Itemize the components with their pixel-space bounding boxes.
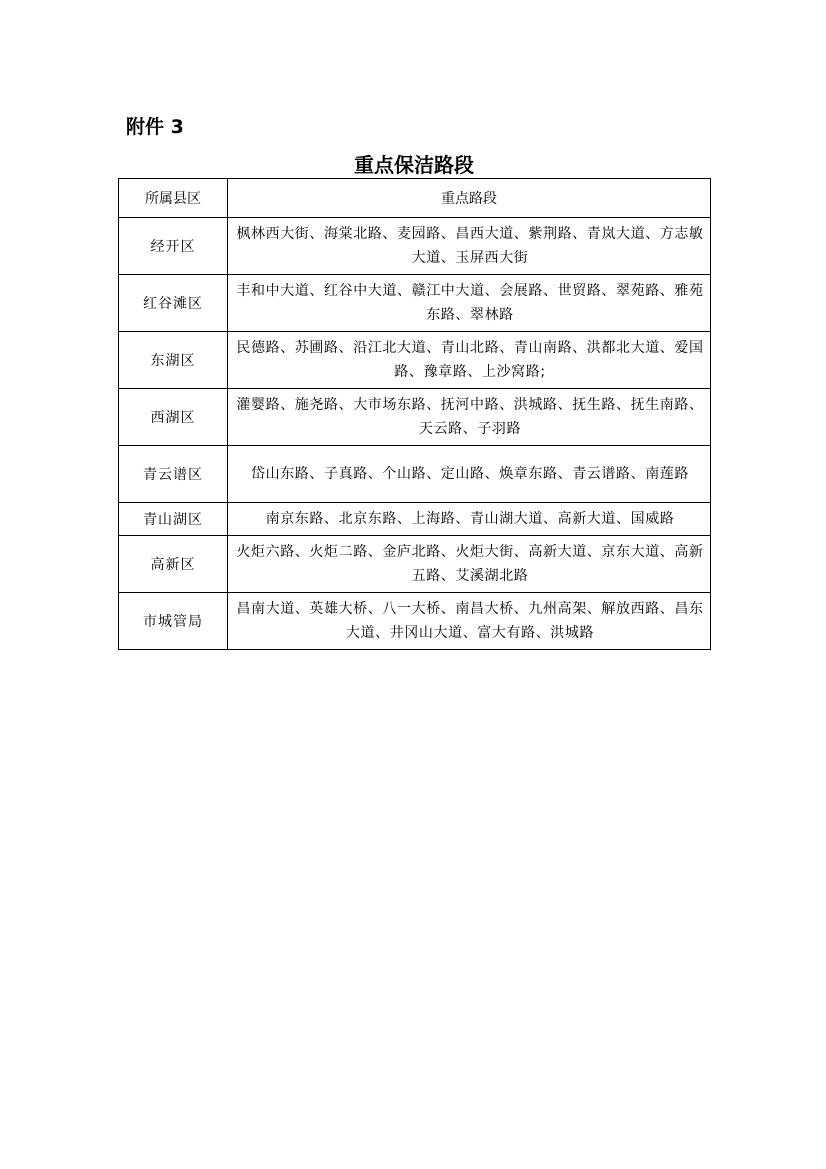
district-cell: 青山湖区 <box>119 503 228 536</box>
segments-cell: 火炬六路、火炬二路、金庐北路、火炬大街、高新大道、京东大道、高新五路、艾溪湖北路 <box>228 536 711 593</box>
table-row <box>119 593 711 650</box>
table-row <box>119 332 711 389</box>
segments-cell: 民德路、苏圃路、沿江北大道、青山北路、青山南路、洪都北大道、爱国路、豫章路、上沙窝路; <box>228 332 711 389</box>
header-segments: 重点路段 <box>228 179 711 218</box>
district-cell: 红谷滩区 <box>119 275 228 332</box>
segments-cell: 岱山东路、子真路、个山路、定山路、焕章东路、青云谱路、南莲路 <box>228 446 711 503</box>
table-row <box>119 218 711 275</box>
document-title: 重点保洁路段 <box>354 153 474 177</box>
district-cell: 西湖区 <box>119 389 228 446</box>
district-cell: 东湖区 <box>119 332 228 389</box>
segments-cell: 昌南大道、英雄大桥、八一大桥、南昌大桥、九州高架、解放西路、昌东大道、井冈山大道、富大有路、洪城路 <box>228 593 711 650</box>
segments-cell: 枫林西大街、海棠北路、麦园路、昌西大道、紫荆路、青岚大道、方志敏大道、玉屏西大街 <box>228 218 711 275</box>
table-row <box>119 503 711 536</box>
segments-cell: 丰和中大道、红谷中大道、赣江中大道、会展路、世贸路、翠苑路、雅苑东路、翠林路 <box>228 275 711 332</box>
attachment-label: 附件 3 <box>126 116 184 138</box>
district-cell: 市城管局 <box>119 593 228 650</box>
key-roads-table <box>118 178 711 650</box>
header-district: 所属县区 <box>119 179 228 218</box>
table-row <box>119 389 711 446</box>
district-cell: 经开区 <box>119 218 228 275</box>
table-row <box>119 275 711 332</box>
segments-cell: 南京东路、北京东路、上海路、青山湖大道、高新大道、国威路 <box>228 503 711 536</box>
segments-cell: 灌婴路、施尧路、大市场东路、抚河中路、洪城路、抚生路、抚生南路、天云路、子羽路 <box>228 389 711 446</box>
district-cell: 青云谱区 <box>119 446 228 503</box>
district-cell: 高新区 <box>119 536 228 593</box>
table-header-row <box>119 179 711 218</box>
table-row <box>119 536 711 593</box>
table-row <box>119 446 711 503</box>
